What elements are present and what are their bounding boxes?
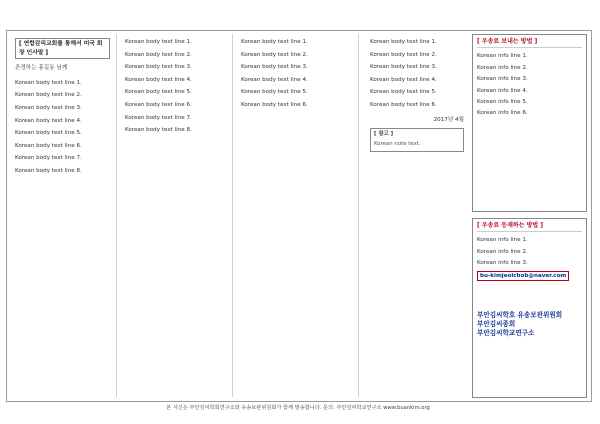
letter-date: 2017년 4월 xyxy=(433,116,464,123)
paragraph: Korean body text line 7. xyxy=(15,155,82,162)
sidebar-box-remit xyxy=(472,34,587,212)
paragraph: Korean body text line 1. xyxy=(125,39,192,45)
paragraph: Korean body text line 3. xyxy=(15,104,82,111)
org-name: 부안김씨학호 유송보관위원회 xyxy=(477,311,563,320)
paragraph: Korean body text line 8. xyxy=(125,127,192,134)
paragraph: Korean body text line 5. xyxy=(370,89,437,96)
column-4 xyxy=(365,34,469,394)
paragraph: Korean body text line 4. xyxy=(125,76,192,83)
paragraph: Korean body text line 1. xyxy=(370,39,437,45)
reference-title: [ 참고 ] xyxy=(374,131,394,138)
sidebar-line: Korean info line 4. xyxy=(477,87,528,94)
sidebar-line: Korean info line 5. xyxy=(477,99,528,106)
letter-heading: [ 연합감리교회를 통해서 미국 회장 인사말 ] xyxy=(15,38,110,59)
sidebar-title: [ 우송료 보내는 방법 ] xyxy=(477,38,582,48)
paragraph: Korean body text line 4. xyxy=(241,76,308,83)
paragraph: Korean body text line 8. xyxy=(15,167,82,174)
reference-text: Korean note text. xyxy=(374,140,421,147)
sidebar-line: Korean info line 6. xyxy=(477,110,528,117)
paragraph: Korean body text line 7. xyxy=(125,114,192,121)
paragraph: Korean body text line 3. xyxy=(370,64,437,71)
paragraph: Korean body text line 1. xyxy=(241,39,308,45)
sidebar-box-register xyxy=(472,218,587,398)
sidebar-title: [ 우송료 등재하는 방법 ] xyxy=(477,222,582,232)
paragraph: Korean body text line 6. xyxy=(370,101,437,108)
paragraph: Korean body text line 5. xyxy=(15,130,82,137)
paragraph: Korean body text line 4. xyxy=(15,117,82,124)
paragraph: Korean body text line 5. xyxy=(125,89,192,96)
email-address[interactable]: bu-kimjeolchob@naver.com xyxy=(477,271,569,281)
sidebar-line: Korean info line 3. xyxy=(477,260,528,267)
column-divider xyxy=(358,34,359,397)
greeting: 존경하는 홍길동 님께 xyxy=(15,65,68,72)
org-name: 부안김씨종회 xyxy=(477,320,516,329)
sidebar-line: Korean info line 2. xyxy=(477,248,528,255)
column-1 xyxy=(10,34,115,394)
paragraph: Korean body text line 2. xyxy=(15,92,82,99)
paragraph: Korean body text line 2. xyxy=(241,51,308,58)
sidebar-line: Korean info line 1. xyxy=(477,237,528,244)
paragraph: Korean body text line 3. xyxy=(241,64,308,71)
sidebar-line: Korean info line 3. xyxy=(477,76,528,83)
column-divider xyxy=(232,34,233,397)
paragraph: Korean body text line 3. xyxy=(125,64,192,71)
reference-box xyxy=(370,128,464,152)
column-divider xyxy=(116,34,117,397)
sidebar-line: Korean info line 1. xyxy=(477,53,528,60)
footer: 본 서신은 부안김씨학회연구소와 유송보관위원회가 함께 발송합니다. 문의: 부안김씨학교연구소 www.buankim.org xyxy=(166,405,430,411)
paragraph: Korean body text line 6. xyxy=(125,101,192,108)
org-name: 부안김씨학교연구소 xyxy=(477,329,535,338)
paragraph: Korean body text line 6. xyxy=(15,142,82,149)
sidebar-line: Korean info line 2. xyxy=(477,64,528,71)
paragraph: Korean body text line 5. xyxy=(241,89,308,96)
paragraph: Korean body text line 2. xyxy=(125,51,192,58)
column-3 xyxy=(236,34,353,394)
paragraph: Korean body text line 2. xyxy=(370,51,437,58)
paragraph: Korean body text line 6. xyxy=(241,101,308,108)
column-2 xyxy=(120,34,230,394)
paragraph: Korean body text line 4. xyxy=(370,76,437,83)
paragraph: Korean body text line 1. xyxy=(15,79,82,86)
